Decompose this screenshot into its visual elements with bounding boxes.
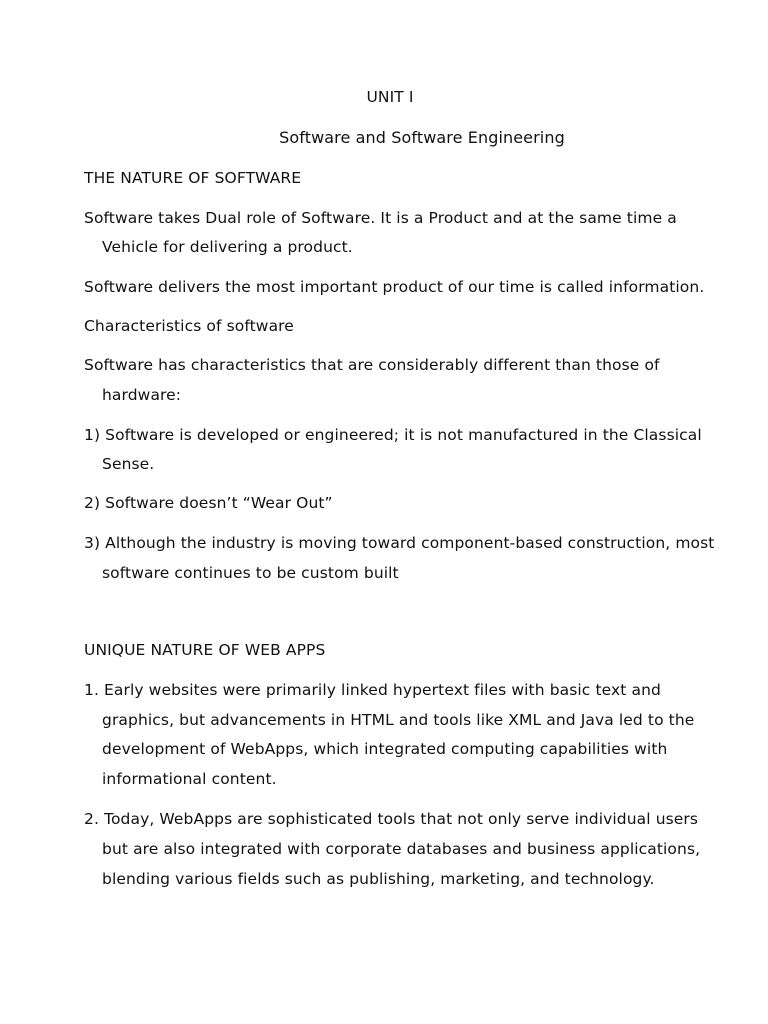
subheading-characteristics: Characteristics of software	[84, 317, 294, 335]
list-item-line: 1. Early websites were primarily linked hypertext files with basic text and	[84, 681, 661, 699]
list-item-line: software continues to be custom built	[102, 564, 399, 582]
list-item-line: 1) Software is developed or engineered; it is not manufactured in the Classical	[84, 426, 702, 444]
list-item-line: blending various fields such as publishing, marketing, and technology.	[102, 870, 655, 888]
section-heading-web-apps: UNIQUE NATURE OF WEB APPS	[84, 641, 326, 659]
list-item-line: 2. Today, WebApps are sophisticated tools that not only serve individual users	[84, 810, 699, 828]
list-item-line: Sense.	[102, 455, 155, 473]
paragraph-line: Software has characteristics that are considerably different than those of	[84, 356, 660, 374]
list-item-line: development of WebApps, which integrated computing capabilities with	[102, 740, 668, 758]
paragraph-line: Software takes Dual role of Software. It is a Product and at the same time a	[84, 209, 677, 227]
section-heading-nature-of-software: THE NATURE OF SOFTWARE	[84, 169, 302, 187]
list-item-line: but are also integrated with corporate databases and business applications,	[102, 840, 701, 858]
list-item-line: 2) Software doesn’t “Wear Out”	[84, 494, 333, 512]
list-item-line: 3) Although the industry is moving toward component-based construction, most	[84, 534, 715, 552]
paragraph-line: hardware:	[102, 386, 182, 404]
document-title: Software and Software Engineering	[279, 128, 565, 147]
list-item-line: graphics, but advancements in HTML and tools like XML and Java led to the	[102, 711, 695, 729]
unit-title: UNIT I	[366, 88, 414, 106]
list-item-line: informational content.	[102, 770, 277, 788]
paragraph-line: Software delivers the most important product of our time is called information.	[84, 278, 705, 296]
paragraph-line: Vehicle for delivering a product.	[102, 238, 353, 256]
